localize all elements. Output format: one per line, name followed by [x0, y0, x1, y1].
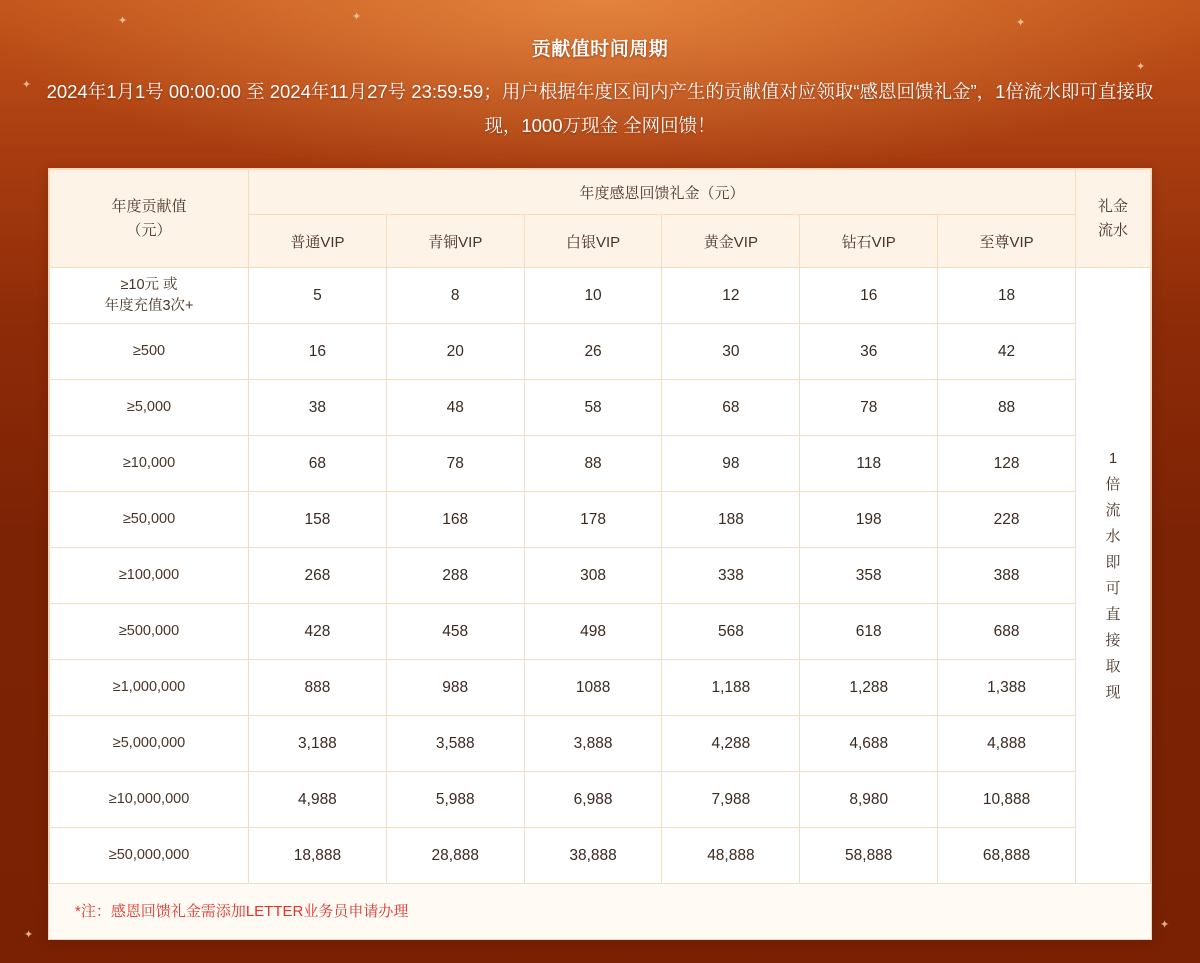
cell-value: 16 — [249, 324, 387, 380]
table-head — [50, 170, 1151, 268]
cell-value: 228 — [938, 492, 1076, 548]
tier-label: ≥500,000 — [50, 604, 249, 660]
cell-value: 358 — [800, 548, 938, 604]
cell-value: 3,588 — [386, 716, 524, 772]
cell-value: 158 — [249, 492, 387, 548]
tier-label: ≥50,000 — [50, 492, 249, 548]
cell-value: 688 — [938, 604, 1076, 660]
cell-value: 458 — [386, 604, 524, 660]
cell-value: 888 — [249, 660, 387, 716]
cell-value: 1,288 — [800, 660, 938, 716]
sparkle-icon: ✦ — [1136, 61, 1146, 73]
tier-label: ≥100,000 — [50, 548, 249, 604]
tier-label: ≥5,000 — [50, 380, 249, 436]
tier-label: ≥5,000,000 — [50, 716, 249, 772]
table-body — [50, 268, 1151, 884]
cell-value: 88 — [524, 436, 662, 492]
cell-value: 5 — [249, 268, 387, 324]
cell-value: 68 — [249, 436, 387, 492]
header-vip-supreme: 至尊VIP — [938, 215, 1076, 268]
cell-value: 178 — [524, 492, 662, 548]
cell-value: 3,188 — [249, 716, 387, 772]
cell-value: 10 — [524, 268, 662, 324]
header-vip-normal: 普通VIP — [249, 215, 387, 268]
cell-value: 30 — [662, 324, 800, 380]
cell-value: 8,980 — [800, 772, 938, 828]
header-description: 2024年1月1号 00:00:00 至 2024年11月27号 23:59:59；用户根据年度区间内产生的贡献值对应领取“感恩回馈礼金”，1倍流水即可直接取现，1000万现金 全网回馈！ — [46, 81, 1154, 136]
table-row — [50, 380, 1151, 436]
cell-value: 12 — [662, 268, 800, 324]
cell-value: 16 — [800, 268, 938, 324]
cell-value: 58,888 — [800, 828, 938, 884]
cell-value: 128 — [938, 436, 1076, 492]
cell-value: 1,188 — [662, 660, 800, 716]
cell-value: 988 — [386, 660, 524, 716]
cell-value: 68,888 — [938, 828, 1076, 884]
cell-value: 42 — [938, 324, 1076, 380]
cell-value: 618 — [800, 604, 938, 660]
cell-value: 78 — [386, 436, 524, 492]
cell-value: 568 — [662, 604, 800, 660]
table-row — [50, 492, 1151, 548]
table-row — [50, 268, 1151, 324]
sparkle-icon: ✦ — [22, 79, 32, 91]
cell-value: 388 — [938, 548, 1076, 604]
cell-value: 6,988 — [524, 772, 662, 828]
flow-value-cell — [1076, 268, 1151, 884]
sparkle-icon: ✦ — [1016, 17, 1026, 29]
cell-value: 98 — [662, 436, 800, 492]
tier-label: ≥50,000,000 — [50, 828, 249, 884]
cell-value: 38 — [249, 380, 387, 436]
flow-value-text: 1倍流水即可直接取现 — [1105, 449, 1121, 701]
cell-value: 88 — [938, 380, 1076, 436]
header-flow-line2: 流水 — [1097, 221, 1128, 239]
footnote: *注：感恩回馈礼金需添加LETTER业务员申请办理 — [49, 884, 1151, 939]
table-row — [50, 548, 1151, 604]
table-row — [50, 436, 1151, 492]
header-vip-silver: 白银VIP — [524, 215, 662, 268]
sparkle-icon: ✦ — [118, 15, 128, 27]
table-header-row-top — [50, 170, 1151, 215]
tier-label: ≥10,000,000 — [50, 772, 249, 828]
header-flow-line1: 礼金 — [1097, 197, 1128, 215]
tier-label: ≥10,000 — [50, 436, 249, 492]
cell-value: 338 — [662, 548, 800, 604]
cell-value: 308 — [524, 548, 662, 604]
cell-value: 4,688 — [800, 716, 938, 772]
sparkle-icon: ✦ — [1160, 919, 1170, 931]
bonus-table — [49, 169, 1151, 884]
cell-value: 168 — [386, 492, 524, 548]
cell-value: 188 — [662, 492, 800, 548]
table-row — [50, 828, 1151, 884]
cell-value: 28,888 — [386, 828, 524, 884]
sparkle-icon: ✦ — [352, 11, 362, 23]
header-vip-gold: 黄金VIP — [662, 215, 800, 268]
bonus-card — [48, 168, 1152, 940]
tier-label: ≥1,000,000 — [50, 660, 249, 716]
cell-value: 78 — [800, 380, 938, 436]
table-row — [50, 660, 1151, 716]
cell-value: 4,988 — [249, 772, 387, 828]
cell-value: 18 — [938, 268, 1076, 324]
cell-value: 26 — [524, 324, 662, 380]
cell-value: 18,888 — [249, 828, 387, 884]
cell-value: 10,888 — [938, 772, 1076, 828]
cell-value: 48 — [386, 380, 524, 436]
cell-value: 5,988 — [386, 772, 524, 828]
sparkle-icon: ✦ — [24, 929, 34, 941]
header-contribution — [50, 170, 249, 268]
cell-value: 58 — [524, 380, 662, 436]
cell-value: 268 — [249, 548, 387, 604]
header-vip-bronze: 青铜VIP — [386, 215, 524, 268]
cell-value: 1,388 — [938, 660, 1076, 716]
cell-value: 3,888 — [524, 716, 662, 772]
cell-value: 38,888 — [524, 828, 662, 884]
cell-value: 4,288 — [662, 716, 800, 772]
cell-value: 7,988 — [662, 772, 800, 828]
header-vip-diamond: 钻石VIP — [800, 215, 938, 268]
cell-value: 498 — [524, 604, 662, 660]
cell-value: 1088 — [524, 660, 662, 716]
table-row — [50, 772, 1151, 828]
header-contribution-line2: （元） — [126, 221, 172, 239]
header — [0, 0, 1200, 143]
header-contribution-line1: 年度贡献值 — [111, 197, 187, 215]
tier-label: ≥500 — [50, 324, 249, 380]
tier-label — [50, 268, 249, 324]
cell-value: 118 — [800, 436, 938, 492]
header-gift-group: 年度感恩回馈礼金（元） — [249, 170, 1076, 215]
tier-label-line2: 年度充值3次+ — [104, 297, 194, 314]
cell-value: 48,888 — [662, 828, 800, 884]
cell-value: 68 — [662, 380, 800, 436]
table-row — [50, 324, 1151, 380]
header-flow — [1076, 170, 1151, 268]
cell-value: 8 — [386, 268, 524, 324]
page-title: 贡献值时间周期 — [531, 39, 669, 60]
tier-label-line1: ≥10元 或 — [120, 276, 178, 293]
cell-value: 20 — [386, 324, 524, 380]
cell-value: 36 — [800, 324, 938, 380]
cell-value: 288 — [386, 548, 524, 604]
cell-value: 198 — [800, 492, 938, 548]
table-row — [50, 716, 1151, 772]
cell-value: 428 — [249, 604, 387, 660]
table-row — [50, 604, 1151, 660]
cell-value: 4,888 — [938, 716, 1076, 772]
